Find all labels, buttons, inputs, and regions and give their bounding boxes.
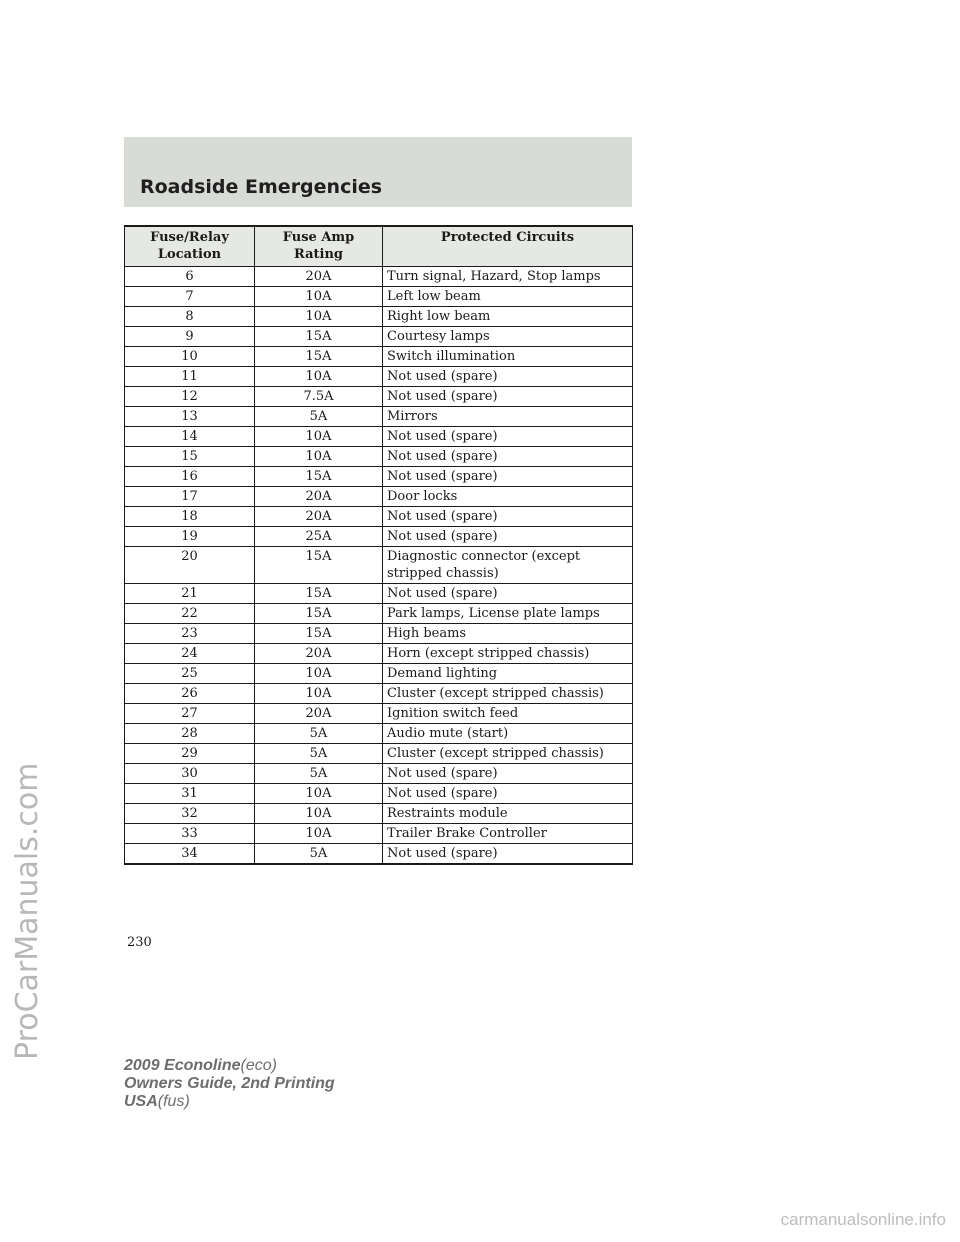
cell-amp-rating: 10A: [255, 447, 383, 467]
table-row: [125, 527, 633, 547]
table-header-row: [125, 226, 633, 267]
cell-amp-rating: 10A: [255, 684, 383, 704]
fuse-table: [124, 225, 633, 865]
cell-location: 25: [125, 664, 255, 684]
cell-location: 23: [125, 624, 255, 644]
cell-location: 17: [125, 487, 255, 507]
table-row: [125, 724, 633, 744]
cell-amp-rating: 20A: [255, 704, 383, 724]
cell-location: 12: [125, 387, 255, 407]
cell-location: 32: [125, 804, 255, 824]
table-row: [125, 584, 633, 604]
footer-line-3: [124, 1093, 335, 1111]
watermark-procarmanuals: ProCarManuals.com: [10, 762, 45, 1060]
cell-location: 30: [125, 764, 255, 784]
cell-protected-circuits: Cluster (except stripped chassis): [383, 744, 633, 764]
fuse-table-body: [125, 267, 633, 865]
footer-model: 2009 Econoline: [124, 1057, 241, 1074]
table-row: [125, 307, 633, 327]
page-number: 230: [127, 935, 152, 950]
cell-location: 14: [125, 427, 255, 447]
cell-location: 13: [125, 407, 255, 427]
footer-line-2: [124, 1075, 335, 1093]
table-row: [125, 744, 633, 764]
cell-location: 26: [125, 684, 255, 704]
document-footer: [124, 1057, 335, 1111]
table-row: [125, 764, 633, 784]
table-row: [125, 407, 633, 427]
table-row: [125, 427, 633, 447]
table-row: [125, 604, 633, 624]
cell-location: 31: [125, 784, 255, 804]
table-row: [125, 547, 633, 584]
table-row: [125, 447, 633, 467]
cell-location: 28: [125, 724, 255, 744]
cell-protected-circuits: Diagnostic connector (except stripped chassis): [383, 547, 633, 584]
cell-protected-circuits: Cluster (except stripped chassis): [383, 684, 633, 704]
cell-amp-rating: 10A: [255, 664, 383, 684]
cell-protected-circuits: Door locks: [383, 487, 633, 507]
table-row: [125, 347, 633, 367]
cell-protected-circuits: Ignition switch feed: [383, 704, 633, 724]
table-row: [125, 507, 633, 527]
table-row: [125, 644, 633, 664]
cell-location: 33: [125, 824, 255, 844]
cell-protected-circuits: Trailer Brake Controller: [383, 824, 633, 844]
cell-amp-rating: 15A: [255, 347, 383, 367]
cell-location: 34: [125, 844, 255, 865]
cell-location: 8: [125, 307, 255, 327]
footer-model-code: (eco): [240, 1057, 277, 1074]
cell-protected-circuits: Switch illumination: [383, 347, 633, 367]
cell-location: 24: [125, 644, 255, 664]
table-row: [125, 327, 633, 347]
cell-protected-circuits: Demand lighting: [383, 664, 633, 684]
cell-protected-circuits: Park lamps, License plate lamps: [383, 604, 633, 624]
cell-protected-circuits: Not used (spare): [383, 467, 633, 487]
cell-location: 10: [125, 347, 255, 367]
table-row: [125, 704, 633, 724]
cell-amp-rating: 10A: [255, 824, 383, 844]
cell-protected-circuits: Not used (spare): [383, 367, 633, 387]
cell-protected-circuits: Audio mute (start): [383, 724, 633, 744]
table-row: [125, 784, 633, 804]
cell-amp-rating: 5A: [255, 407, 383, 427]
cell-location: 9: [125, 327, 255, 347]
cell-amp-rating: 15A: [255, 547, 383, 584]
cell-amp-rating: 10A: [255, 427, 383, 447]
table-row: [125, 624, 633, 644]
cell-location: 7: [125, 287, 255, 307]
cell-amp-rating: 10A: [255, 367, 383, 387]
table-row: [125, 804, 633, 824]
cell-amp-rating: 5A: [255, 844, 383, 865]
cell-location: 18: [125, 507, 255, 527]
cell-amp-rating: 7.5A: [255, 387, 383, 407]
cell-protected-circuits: Horn (except stripped chassis): [383, 644, 633, 664]
cell-protected-circuits: Not used (spare): [383, 387, 633, 407]
watermark-carmanualsonline: carmanualsonline.info: [780, 1210, 946, 1229]
cell-location: 20: [125, 547, 255, 584]
cell-protected-circuits: Turn signal, Hazard, Stop lamps: [383, 267, 633, 287]
column-header-location: Fuse/Relay Location: [125, 226, 255, 267]
cell-amp-rating: 5A: [255, 744, 383, 764]
table-row: [125, 387, 633, 407]
cell-location: 11: [125, 367, 255, 387]
cell-protected-circuits: Not used (spare): [383, 507, 633, 527]
cell-amp-rating: 15A: [255, 467, 383, 487]
cell-amp-rating: 25A: [255, 527, 383, 547]
cell-protected-circuits: Restraints module: [383, 804, 633, 824]
table-row: [125, 267, 633, 287]
cell-amp-rating: 15A: [255, 604, 383, 624]
section-title: Roadside Emergencies: [140, 176, 383, 198]
cell-protected-circuits: Right low beam: [383, 307, 633, 327]
cell-location: 22: [125, 604, 255, 624]
cell-amp-rating: 20A: [255, 644, 383, 664]
cell-amp-rating: 10A: [255, 804, 383, 824]
table-row: [125, 287, 633, 307]
column-header-amp-rating: Fuse Amp Rating: [255, 226, 383, 267]
cell-protected-circuits: High beams: [383, 624, 633, 644]
table-row: [125, 664, 633, 684]
cell-amp-rating: 20A: [255, 507, 383, 527]
cell-location: 29: [125, 744, 255, 764]
cell-protected-circuits: Left low beam: [383, 287, 633, 307]
cell-protected-circuits: Not used (spare): [383, 784, 633, 804]
cell-location: 16: [125, 467, 255, 487]
cell-protected-circuits: Not used (spare): [383, 527, 633, 547]
table-row: [125, 367, 633, 387]
table-row: [125, 824, 633, 844]
cell-protected-circuits: Courtesy lamps: [383, 327, 633, 347]
cell-protected-circuits: Not used (spare): [383, 764, 633, 784]
cell-location: 21: [125, 584, 255, 604]
cell-protected-circuits: Not used (spare): [383, 447, 633, 467]
cell-location: 15: [125, 447, 255, 467]
cell-amp-rating: 5A: [255, 764, 383, 784]
footer-market: USA: [124, 1093, 158, 1110]
footer-line-1: [124, 1057, 335, 1075]
cell-location: 27: [125, 704, 255, 724]
cell-amp-rating: 15A: [255, 584, 383, 604]
cell-protected-circuits: Mirrors: [383, 407, 633, 427]
cell-protected-circuits: Not used (spare): [383, 427, 633, 447]
cell-amp-rating: 15A: [255, 327, 383, 347]
column-header-protected-circuits: Protected Circuits: [383, 226, 633, 267]
cell-amp-rating: 10A: [255, 784, 383, 804]
cell-amp-rating: 20A: [255, 487, 383, 507]
cell-location: 6: [125, 267, 255, 287]
footer-market-code: (fus): [157, 1093, 190, 1110]
cell-amp-rating: 20A: [255, 267, 383, 287]
footer-edition: Owners Guide, 2nd Printing: [124, 1075, 335, 1092]
cell-protected-circuits: Not used (spare): [383, 844, 633, 865]
cell-amp-rating: 5A: [255, 724, 383, 744]
cell-amp-rating: 10A: [255, 287, 383, 307]
cell-location: 19: [125, 527, 255, 547]
table-row: [125, 844, 633, 865]
table-row: [125, 487, 633, 507]
cell-amp-rating: 15A: [255, 624, 383, 644]
cell-protected-circuits: Not used (spare): [383, 584, 633, 604]
table-row: [125, 684, 633, 704]
cell-amp-rating: 10A: [255, 307, 383, 327]
table-row: [125, 467, 633, 487]
